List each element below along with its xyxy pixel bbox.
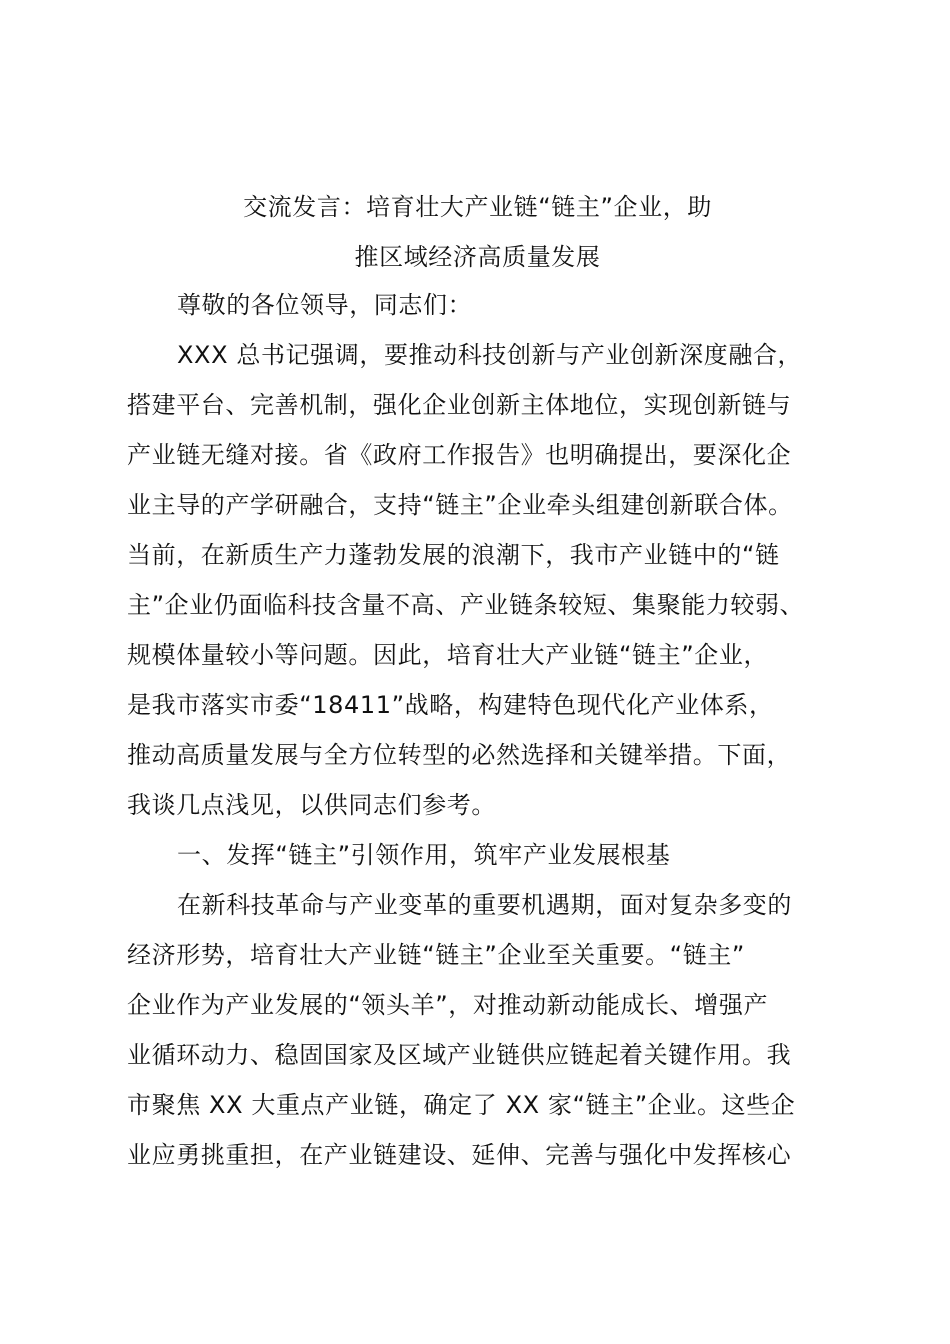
intro-paragraph-line: 业主导的产学研融合，支持“链主”企业牵头组建创新联合体。 <box>127 491 793 519</box>
intro-paragraph-line: 当前，在新质生产力蓬勃发展的浪潮下，我市产业链中的“链 <box>127 541 780 569</box>
intro-paragraph-line: 产业链无缝对接。省《政府工作报告》也明确提出，要深化企 <box>127 441 792 469</box>
intro-paragraph-line: 推动高质量发展与全方位转型的必然选择和关键举措。下面， <box>127 741 792 769</box>
title-line: 交流发言：培育壮大产业链“链主”企业，助 <box>243 193 712 221</box>
section-paragraph-line: 企业作为产业发展的“领头羊”，对推动新动能成长、增强产 <box>127 991 769 1019</box>
intro-paragraph-line: 是我市落实市委“18411”战略，构建特色现代化产业体系， <box>127 691 774 719</box>
title-line: 推区域经济高质量发展 <box>354 243 601 271</box>
intro-paragraph-line: 我谈几点浅见，以供同志们参考。 <box>127 791 496 819</box>
intro-paragraph-line: 规模体量较小等问题。因此，培育壮大产业链“链主”企业， <box>127 641 769 669</box>
salutation: 尊敬的各位领导，同志们： <box>177 291 473 319</box>
section-paragraph-line: 业应勇挑重担，在产业链建设、延伸、完善与强化中发挥核心 <box>127 1141 792 1169</box>
section-paragraph-line: 市聚焦 XX 大重点产业链，确定了 XX 家“链主”企业。这些企 <box>127 1091 796 1119</box>
document-body <box>127 280 845 1180</box>
intro-paragraph-line: 搭建平台、完善机制，强化企业创新主体地位，实现创新链与 <box>127 391 792 419</box>
section-paragraph-line: 经济形势，培育壮大产业链“链主”企业至关重要。“链主” <box>127 941 745 969</box>
section-paragraph-line: 在新科技革命与产业变革的重要机遇期，面对复杂多变的 <box>177 891 792 919</box>
section-paragraph-line: 业循环动力、稳固国家及区域产业链供应链起着关键作用。我 <box>127 1041 792 1069</box>
intro-paragraph-line: XXX 总书记强调，要推动科技创新与产业创新深度融合， <box>177 341 803 369</box>
intro-paragraph-line: 主”企业仍面临科技含量不高、产业链条较短、集聚能力较弱、 <box>127 591 805 619</box>
section-heading: 一、发挥“链主”引领作用，筑牢产业发展根基 <box>177 841 671 869</box>
document-title <box>120 182 835 282</box>
